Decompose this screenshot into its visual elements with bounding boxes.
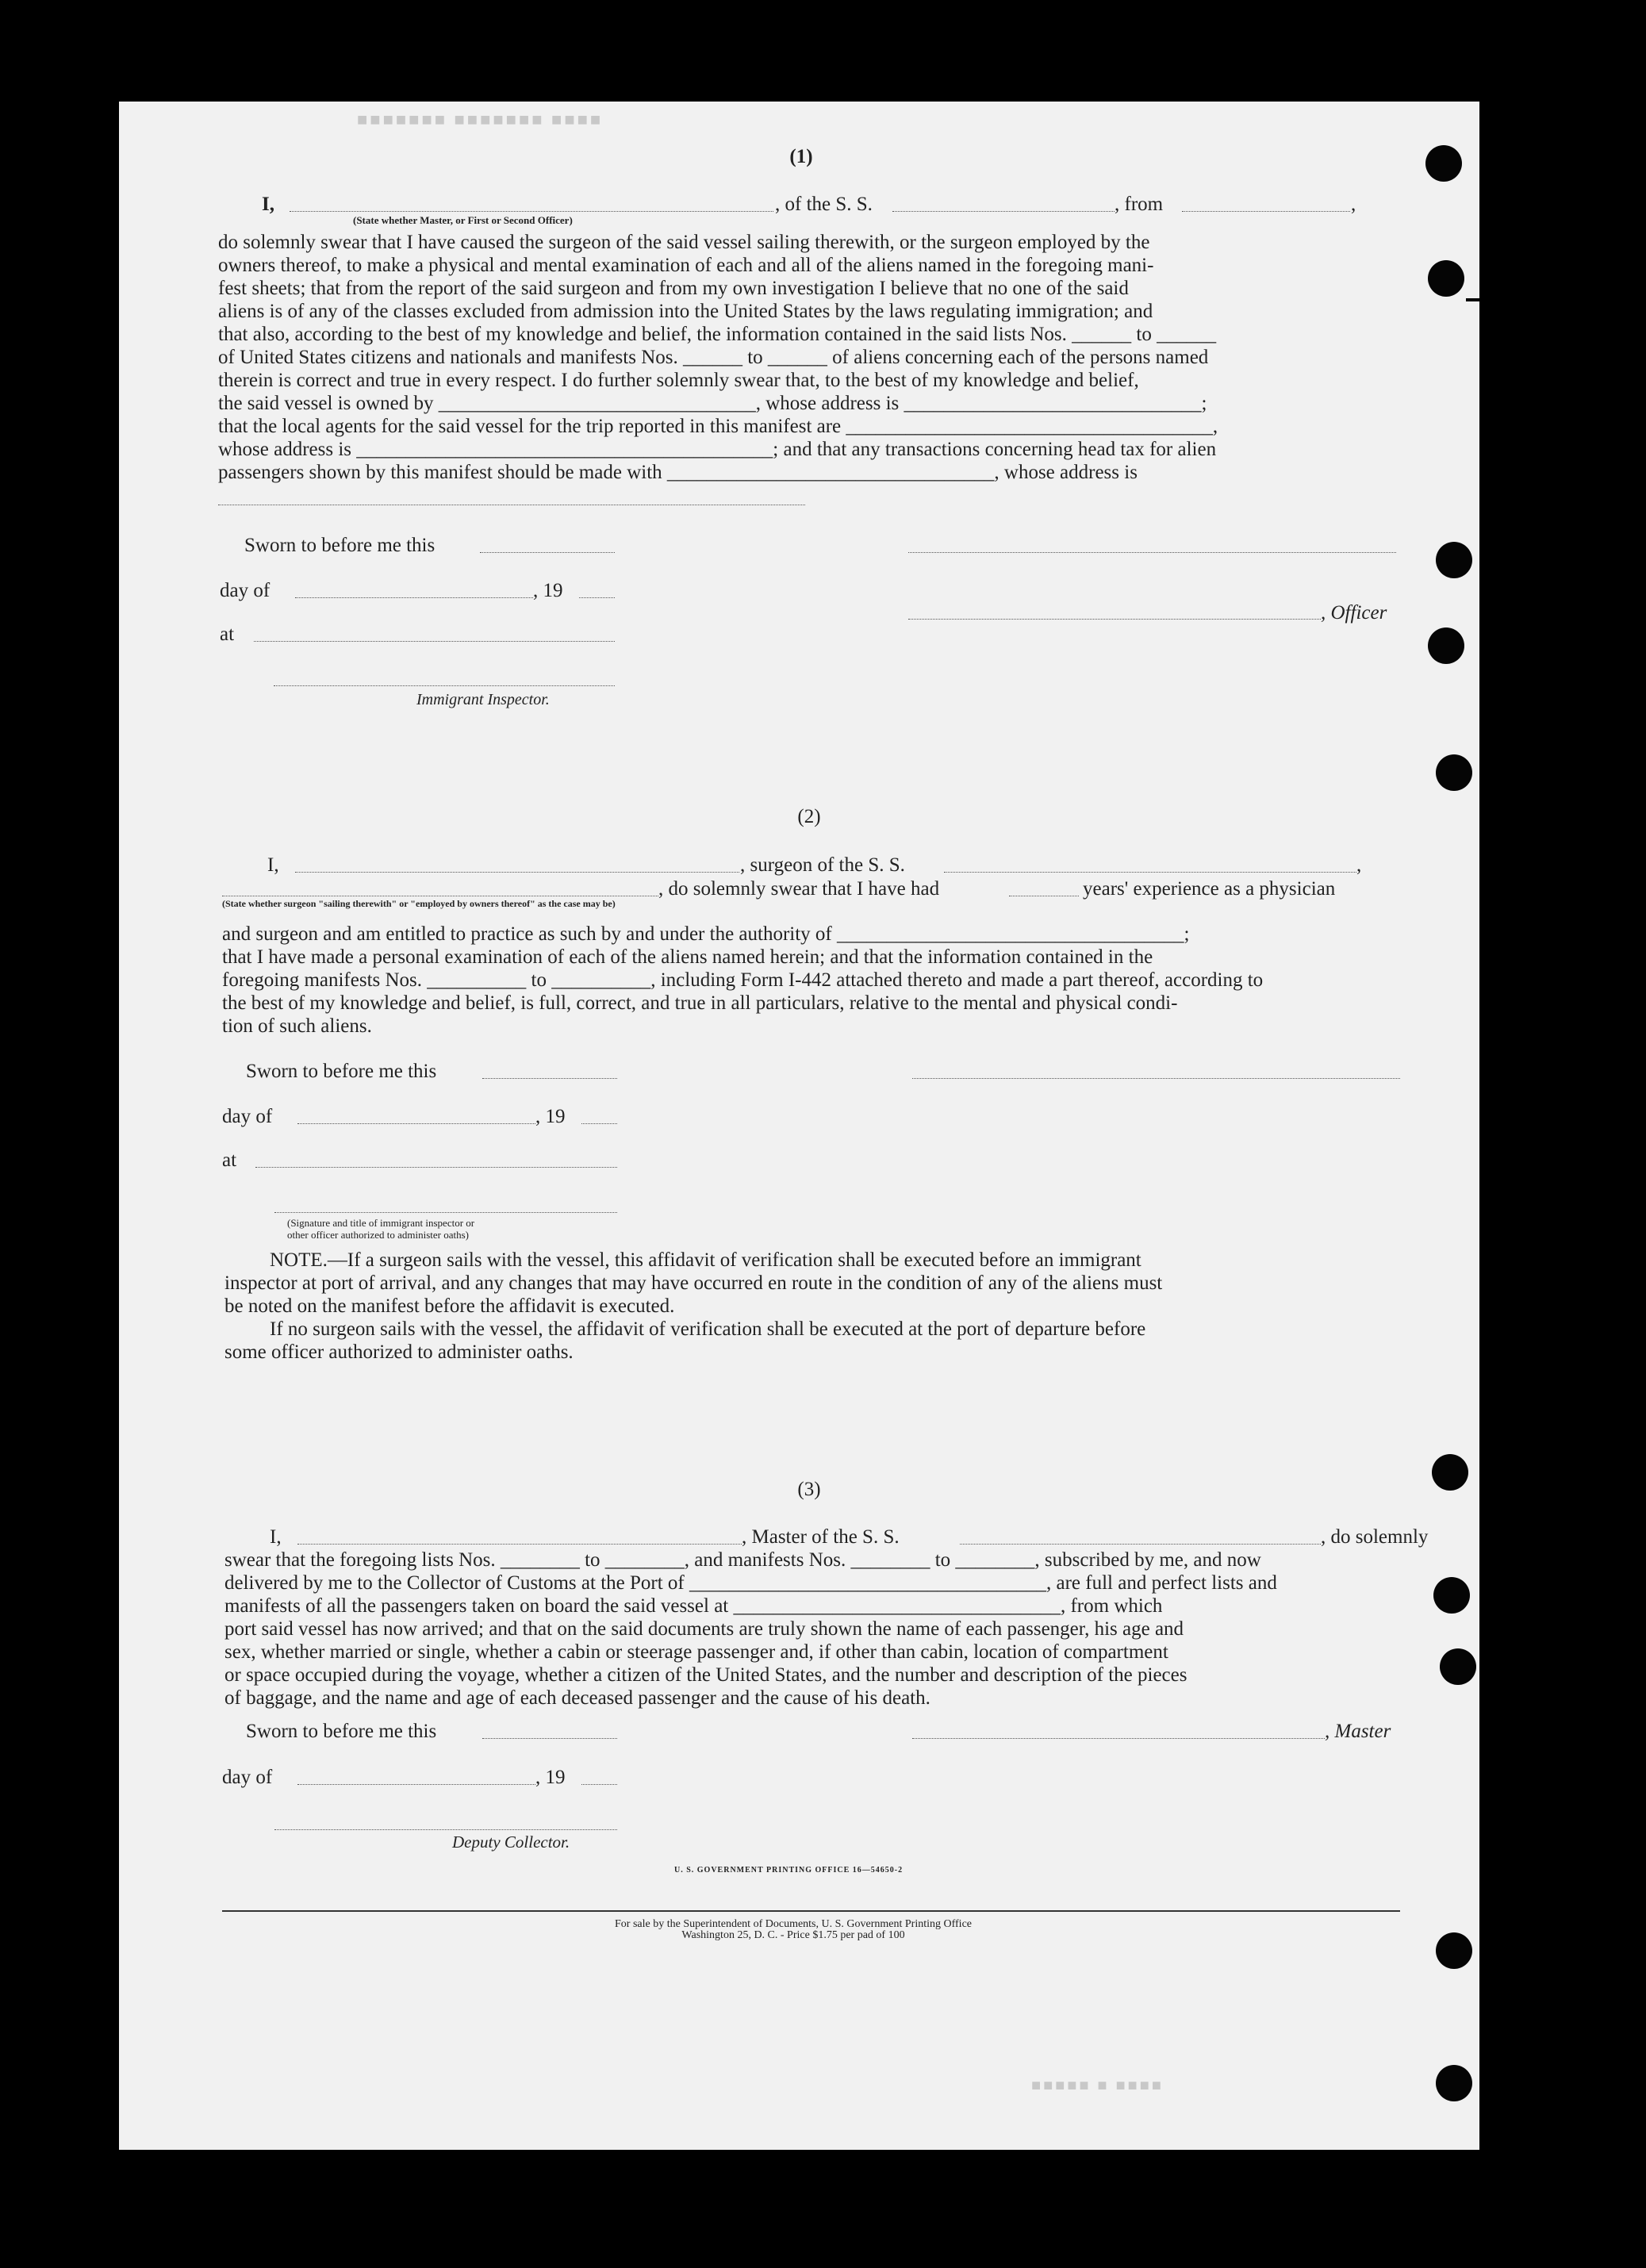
month-field[interactable] (295, 597, 533, 598)
footer-rule (222, 1910, 1400, 1912)
from-port-field[interactable] (1182, 211, 1350, 212)
year-label: , 19 (533, 580, 563, 601)
punch-hole-icon (1436, 1932, 1472, 1969)
year-label: , 19 (535, 1106, 566, 1127)
punch-hole-icon (1436, 542, 1472, 578)
place-field[interactable] (255, 1167, 617, 1168)
master-label: , Master (1325, 1721, 1391, 1742)
year-field[interactable] (579, 597, 615, 598)
s3-line: of baggage, and the name and age of each deceased passenger and the cause of his death. (224, 1687, 930, 1709)
s1-line: the said vessel is owned by ________________________________, whose address is ______________________________; (218, 393, 1207, 414)
note-line: inspector at port of arrival, and any changes that may have occurred en route in the condition of any of the aliens must (224, 1272, 1163, 1294)
s2-line: foregoing manifests Nos. __________ to __________, including Form I-442 attached thereto and made a part thereof, according to (222, 969, 1264, 991)
section-2-i: I, (267, 854, 279, 876)
years-label: years' experience as a physician (1083, 878, 1336, 900)
punch-hole-icon (1436, 754, 1472, 791)
day-of-label: day of (220, 580, 270, 601)
inspector-signature-field[interactable] (274, 685, 615, 686)
s1-line: whose address is __________________________________________; and that any transactions concerning head tax for alien (218, 439, 1217, 460)
of-ss-label: , of the S. S. (775, 194, 873, 215)
line-end-comma: , (1351, 194, 1356, 215)
sworn-label: Sworn to before me this (246, 1721, 437, 1742)
section-1-number: (1) (789, 146, 813, 167)
bleed-through-text: ■■■■■■■ ■■■■■■■ ■■■■ (357, 109, 604, 129)
note-line: If no surgeon sails with the vessel, the affidavit of verification shall be executed at the port of departure before (270, 1318, 1146, 1340)
s3-line: swear that the foregoing lists Nos. ________ to ________, and manifests Nos. ________ to ________, subscribed by me, and now (224, 1549, 1261, 1571)
solemnly-label: , do solemnly (1321, 1526, 1429, 1548)
sworn-label: Sworn to before me this (246, 1061, 437, 1082)
punch-hole-icon (1440, 1648, 1476, 1685)
at-label: at (222, 1149, 237, 1171)
s3-line: port said vessel has now arrived; and that on the said documents are truly shown the name of each passenger, his age and (224, 1618, 1184, 1640)
sworn-date-field[interactable] (480, 552, 615, 553)
inspector-signature-field[interactable] (274, 1212, 617, 1213)
officer-signature-field[interactable] (908, 552, 1396, 553)
s2-line: the best of my knowledge and belief, is full, correct, and true in all particulars, relative to the mental and physical condi- (222, 992, 1178, 1014)
punch-hole-icon (1432, 1454, 1468, 1491)
place-field[interactable] (254, 641, 615, 642)
master-of-ss-label: , Master of the S. S. (742, 1526, 900, 1548)
deputy-label: Deputy Collector. (452, 1832, 570, 1852)
master-name-field[interactable] (297, 1544, 742, 1545)
section-2-number: (2) (797, 806, 821, 827)
month-field[interactable] (297, 1784, 535, 1785)
vessel-name-field[interactable] (892, 211, 1115, 212)
surgeon-vessel-field[interactable] (944, 872, 1356, 873)
signature-caption: (Signature and title of immigrant inspector or (287, 1217, 475, 1229)
sale-notice: For sale by the Superintendent of Documents, U. S. Government Printing Office (615, 1918, 972, 1930)
s1-line: passengers shown by this manifest should be made with _________________________________, whose address is (218, 462, 1138, 483)
s2-line: and surgeon and am entitled to practice as such by and under the authority of ___________________________________; (222, 923, 1190, 945)
note-line: be noted on the manifest before the affidavit is executed. (224, 1295, 675, 1317)
punch-hole-icon (1428, 627, 1464, 664)
s1-line: of United States citizens and nationals and manifests Nos. ______ to ______ of aliens concerning each of the persons named (218, 347, 1209, 368)
inspector-label: Immigrant Inspector. (416, 691, 550, 708)
surgeon-of-ss-label: , surgeon of the S. S. (740, 854, 905, 876)
s3-line: manifests of all the passengers taken on board the said vessel at _________________________________, from which (224, 1595, 1163, 1617)
s1-line: that the local agents for the said vessel for the trip reported in this manifest are _____________________________________, (218, 416, 1218, 437)
officer-caption: (State whether Master, or First or Second Officer) (353, 214, 573, 226)
signature-caption: other officer authorized to administer oaths) (287, 1229, 469, 1241)
note-line: NOTE.—If a surgeon sails with the vessel, this affidavit of verification shall be executed before an immigrant (270, 1249, 1141, 1271)
master-signature-field[interactable] (912, 1738, 1325, 1739)
tick-mark (1466, 298, 1482, 301)
month-field[interactable] (297, 1123, 535, 1124)
s3-line: delivered by me to the Collector of Customs at the Port of ____________________________________, are full and perfect lists and (224, 1572, 1277, 1594)
surgeon-name-field[interactable] (295, 872, 739, 873)
punch-hole-icon (1428, 260, 1464, 297)
tick-mark (1482, 1918, 1496, 1921)
day-of-label: day of (222, 1767, 273, 1788)
s3-line: sex, whether married or single, whether a cabin or steerage passenger and, if other than cabin, location of compartment (224, 1641, 1168, 1663)
sworn-date-field[interactable] (482, 1078, 617, 1079)
bleed-through-text: ■■■■■ ■ ■■■■ (1031, 2077, 1164, 2094)
officer-title-field[interactable] (908, 619, 1321, 620)
sworn-label: Sworn to before me this (244, 535, 435, 556)
s1-line: that also, according to the best of my knowledge and belief, the information contained in the said lists Nos. ______ to ______ (218, 324, 1217, 345)
s1-line: owners thereof, to make a physical and mental examination of each and all of the aliens named in the foregoing mani- (218, 255, 1154, 276)
section-1-i: I, (262, 194, 274, 215)
s1-line: fest sheets; that from the report of the said surgeon and from my own investigation I believe that no one of the said (218, 278, 1129, 299)
line-end-comma: , (1356, 854, 1362, 876)
sworn-date-field[interactable] (482, 1738, 617, 1739)
master-vessel-field[interactable] (960, 1544, 1321, 1545)
year-field[interactable] (581, 1784, 617, 1785)
surgeon-signature-field[interactable] (912, 1078, 1400, 1079)
officer-label: , Officer (1321, 602, 1387, 624)
section-3-i: I, (270, 1526, 282, 1548)
punch-hole-icon (1433, 1577, 1470, 1614)
s3-line: or space occupied during the voyage, whether a citizen of the United States, and the number and description of the pieces (224, 1664, 1187, 1686)
section-3-number: (3) (797, 1479, 821, 1500)
form-page (119, 102, 1479, 2150)
day-of-label: day of (222, 1106, 273, 1127)
s2-line: tion of such aliens. (222, 1015, 372, 1037)
surgeon-caption: (State whether surgeon "sailing therewith" or "employed by owners thereof" as the case may be) (222, 898, 616, 909)
officer-name-field[interactable] (290, 211, 773, 212)
at-label: at (220, 624, 235, 645)
s1-line: do solemnly swear that I have caused the surgeon of the said vessel sailing therewith, or the surgeon employed by the (218, 232, 1150, 253)
s1-line: aliens is of any of the classes excluded from admission into the United States by the laws regulating immigration; and (218, 301, 1153, 322)
deputy-signature-field[interactable] (274, 1829, 617, 1830)
note-line: some officer authorized to administer oaths. (224, 1341, 574, 1363)
year-label: , 19 (535, 1767, 566, 1788)
gpo-imprint: U. S. GOVERNMENT PRINTING OFFICE 16—54650-2 (674, 1866, 904, 1875)
sale-notice: Washington 25, D. C. - Price $1.75 per pad of 100 (681, 1929, 905, 1941)
year-field[interactable] (581, 1123, 617, 1124)
swear-label: , do solemnly swear that I have had (658, 878, 940, 900)
s1-line: therein is correct and true in every respect. I do further solemnly swear that, to the best of my knowledge and belief, (218, 370, 1139, 391)
punch-hole-icon (1436, 2065, 1472, 2101)
s2-line: that I have made a personal examination of each of the aliens named herein; and that the information contained in the (222, 946, 1153, 968)
punch-hole-icon (1425, 145, 1462, 182)
from-label: , from (1115, 194, 1164, 215)
